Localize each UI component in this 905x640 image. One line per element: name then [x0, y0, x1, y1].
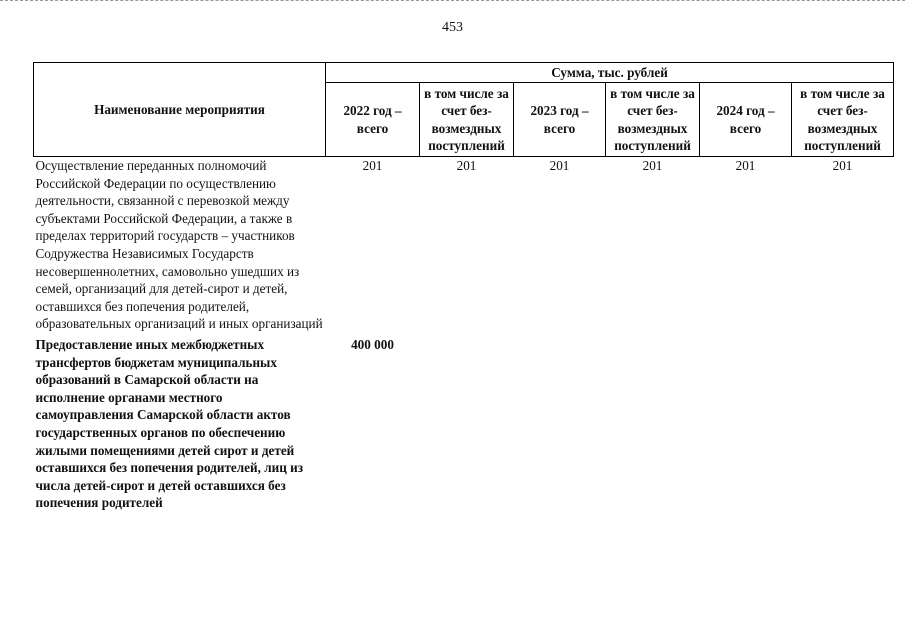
- cell-2024-total: 201: [735, 158, 756, 173]
- page-number: 453: [442, 20, 463, 35]
- column-header-sum-group: Сумма, тыс. рублей: [326, 63, 894, 83]
- table-row: [34, 157, 894, 333]
- column-header-2024-gratuitous: в том числе за счет без-возмездных поступлений: [792, 83, 894, 157]
- cell-2023-total: [514, 333, 606, 512]
- column-header-2022-total: 2022 год – всего: [326, 83, 420, 157]
- column-header-2023-gratuitous: в том числе за счет без-возмездных поступлений: [606, 83, 700, 157]
- budget-table: [33, 62, 894, 512]
- column-header-2024-total: 2024 год – всего: [700, 83, 792, 157]
- cell-2022-total: 201: [362, 158, 383, 173]
- row-name: Предоставление иных межбюджетных трансфертов бюджетам муниципальных образований в Самарской области на исполнение органами местного самоуправления Самарской области актов государственных органов по обеспечению жилыми помещениями детей сирот и детей оставшихся без попечения родителей, лиц из числа детей-сирот и детей оставшихся без попечения родителей: [35, 336, 304, 511]
- cell-2022-gratuitous: [420, 333, 514, 512]
- column-header-2023-total: 2023 год – всего: [514, 83, 606, 157]
- cell-2023-gratuitous: [606, 333, 700, 512]
- cell-2022-total: 400 000: [351, 336, 394, 352]
- cell-2023-total: 201: [549, 158, 570, 173]
- cell-2024-total: [700, 333, 792, 512]
- column-header-name: Наименование мероприятия: [34, 63, 326, 157]
- cell-2024-gratuitous: [792, 333, 894, 512]
- row-name: Осуществление переданных полномочий Российской Федерации по осуществлению деятельности, связанной с перевозкой между субъектами Российской Федерации, а также в пределах территорий государств – участников Содружества Независимых Государств несовершеннолетних, самовольно ушедших из семей, организаций для детей-сирот и детей, оставшихся без попечения родителей, образовательных организаций и иных организаций: [35, 158, 323, 332]
- cell-2024-gratuitous: 201: [832, 158, 853, 173]
- scan-top-border: [0, 0, 905, 4]
- column-header-2022-gratuitous: в том числе за счет без-возмездных поступлений: [420, 83, 514, 157]
- table-row: [34, 333, 894, 512]
- cell-2023-gratuitous: 201: [642, 158, 663, 173]
- cell-2022-gratuitous: 201: [456, 158, 477, 173]
